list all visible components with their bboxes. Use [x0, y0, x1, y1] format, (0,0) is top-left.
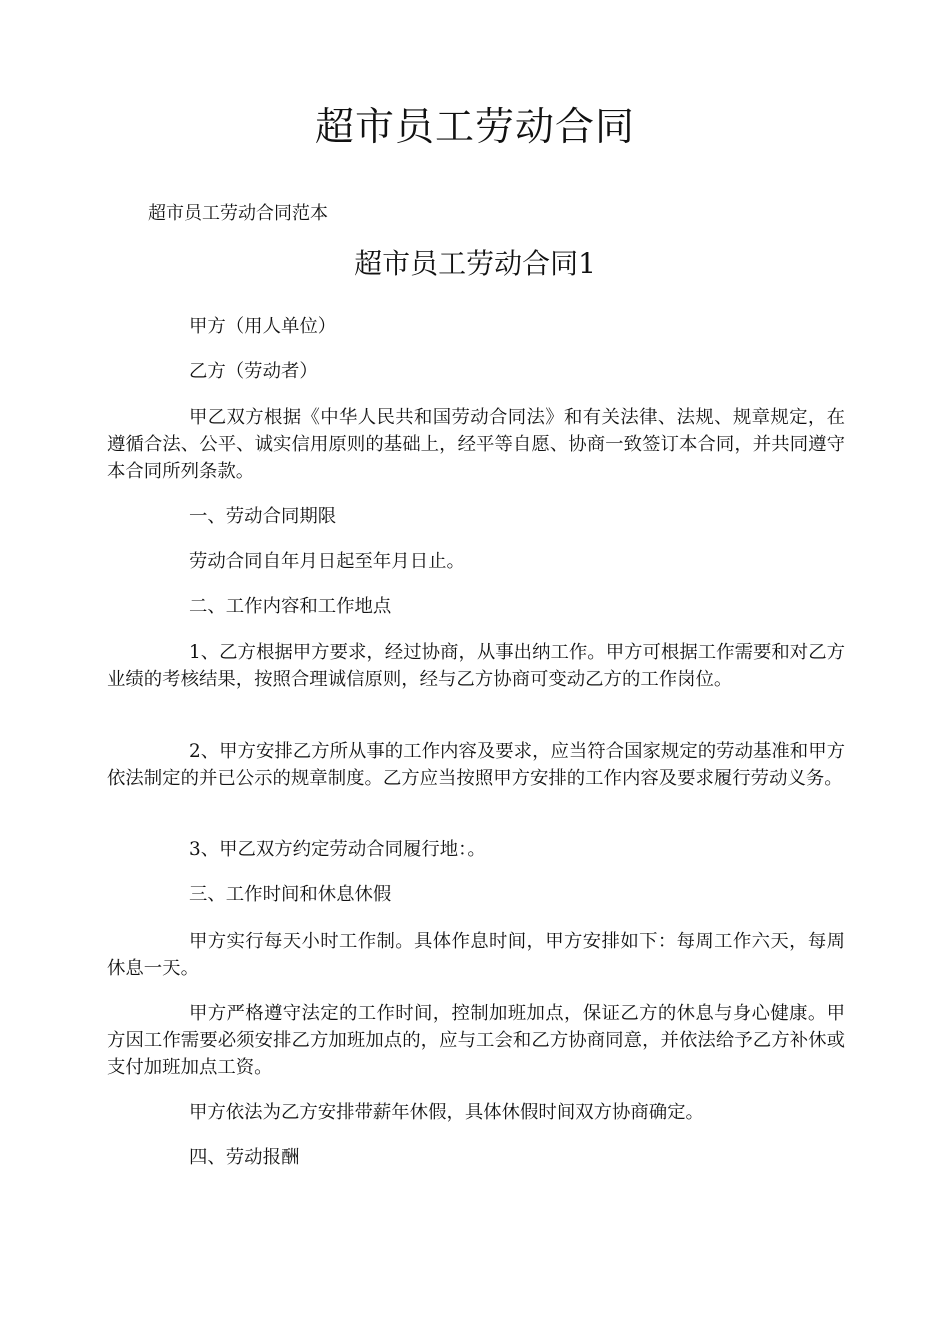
work-content-item-3: 3、甲乙双方约定劳动合同履行地：。	[189, 839, 486, 860]
term-paragraph: 劳动合同自年月日起至年月日止。	[189, 551, 465, 572]
overtime-paragraph: 甲方严格遵守法定的工作时间，控制加班加点，保证乙方的休息与身心健康。甲方因工作需要必须安排乙方加班加点的，应与工会和乙方协商同意，并依法给予乙方补休或支付加班加点工资。	[107, 1003, 845, 1078]
clause-heading-remuneration: 四、劳动报酬	[189, 1147, 300, 1168]
document-subtitle: 超市员工劳动合同范本	[148, 203, 328, 224]
party-b-line: 乙方（劳动者）	[189, 361, 318, 382]
clause-heading-term: 一、劳动合同期限	[189, 506, 337, 527]
clause-heading-work-content: 二、工作内容和工作地点	[189, 596, 392, 617]
section-title: 超市员工劳动合同1	[354, 247, 596, 280]
work-content-item-1: 1、乙方根据甲方要求，经过协商，从事出纳工作。甲方可根据工作需要和对乙方业绩的考核结果，按照合理诚信原则，经与乙方协商可变动乙方的工作岗位。	[107, 642, 845, 690]
work-content-item-2: 2、甲方安排乙方所从事的工作内容及要求，应当符合国家规定的劳动基准和甲方依法制定的并已公示的规章制度。乙方应当按照甲方安排的工作内容及要求履行劳动义务。	[107, 741, 845, 789]
working-hours-paragraph: 甲方实行每天小时工作制。具体作息时间，甲方安排如下：每周工作六天，每周休息一天。	[107, 931, 845, 979]
clause-heading-working-hours: 三、工作时间和休息休假	[189, 884, 392, 905]
party-a-line: 甲方（用人单位）	[189, 316, 337, 337]
annual-leave-paragraph: 甲方依法为乙方安排带薪年休假，具体休假时间双方协商确定。	[189, 1102, 704, 1123]
document-title: 超市员工劳动合同	[314, 105, 635, 150]
preamble-paragraph: 甲乙双方根据《中华人民共和国劳动合同法》和有关法律、法规、规章规定，在遵循合法、公平、诚实信用原则的基础上，经平等自愿、协商一致签订本合同，并共同遵守本合同所列条款。	[107, 407, 845, 482]
